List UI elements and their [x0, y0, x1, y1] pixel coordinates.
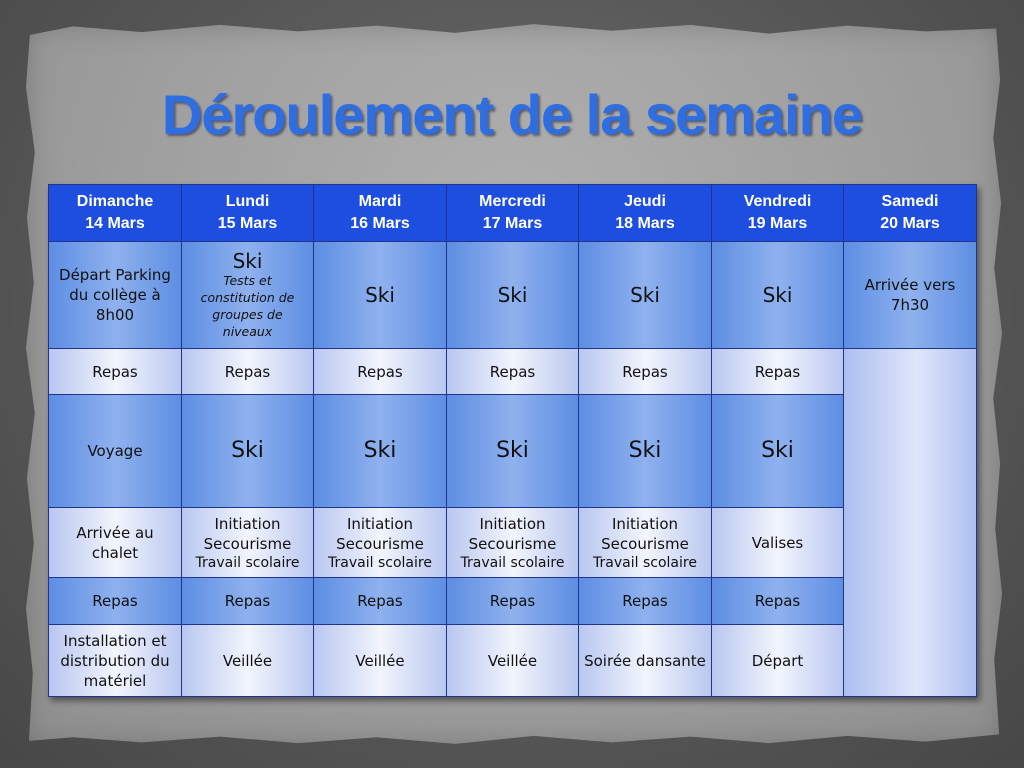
table-row: [49, 395, 977, 508]
schedule-table: [48, 184, 977, 697]
table-cell: Départ Parking du collège à 8h00: [49, 242, 182, 349]
table-cell: Ski: [712, 242, 844, 349]
activity-label: Secourisme: [203, 534, 292, 553]
table-cell: [182, 508, 314, 578]
table-cell: Voyage: [49, 395, 182, 508]
day-name: Mercredi: [479, 193, 546, 210]
activity-label: Initiation: [346, 514, 414, 533]
table-row: [49, 242, 977, 349]
day-date: 20 Mars: [880, 215, 940, 232]
table-cell: Ski: [182, 395, 314, 508]
table-row: [49, 578, 977, 625]
table-cell: Repas: [182, 349, 314, 395]
table-cell: Ski: [447, 242, 579, 349]
table-cell: Repas: [579, 349, 712, 395]
header-wednesday: [447, 185, 579, 242]
header-saturday: [844, 185, 977, 242]
activity-label: Secourisme: [336, 534, 424, 553]
page-title: Déroulement de la semaine: [161, 83, 863, 146]
table-cell: [314, 508, 447, 578]
day-date: 18 Mars: [615, 215, 675, 232]
table-cell: Repas: [314, 578, 447, 625]
table-cell: Repas: [712, 349, 844, 395]
saturday-empty-cell: [844, 349, 977, 697]
table-cell: Ski: [712, 395, 844, 508]
activity-label: Travail scolaire: [460, 554, 565, 571]
activity-note: Tests et constitution de groupes de niveaux: [200, 273, 295, 339]
table-cell: Veillée: [314, 625, 447, 697]
day-date: 19 Mars: [747, 215, 808, 232]
table-cell: [182, 242, 314, 349]
table-cell: Installation et distribution du matériel: [49, 625, 182, 697]
table-cell: Ski: [314, 395, 447, 508]
header-sunday: [49, 185, 182, 242]
header-tuesday: [314, 185, 447, 242]
activity-label: Travail scolaire: [328, 554, 432, 571]
table-cell: Repas: [447, 578, 579, 625]
table-cell: Ski: [447, 395, 579, 508]
table-cell: Repas: [49, 349, 182, 395]
table-cell: Soirée dansante: [579, 625, 712, 697]
table-cell: Repas: [712, 578, 844, 625]
activity-label: Secourisme: [601, 534, 689, 553]
table-cell: Repas: [447, 349, 579, 395]
activity-label: Initiation: [611, 514, 679, 533]
table-cell: Repas: [314, 349, 447, 395]
table-cell: Ski: [579, 395, 712, 508]
activity-label: Initiation: [214, 514, 281, 533]
table-cell: Repas: [579, 578, 712, 625]
activity-label: Initiation: [479, 514, 546, 533]
day-date: 16 Mars: [350, 215, 410, 232]
table-cell: Veillée: [447, 625, 579, 697]
day-name: Vendredi: [743, 193, 812, 210]
table-row: [49, 349, 977, 395]
table-cell: Ski: [314, 242, 447, 349]
day-name: Dimanche: [76, 193, 154, 210]
table-cell: [579, 508, 712, 578]
day-date: 17 Mars: [482, 215, 543, 232]
day-name: Mardi: [358, 193, 402, 210]
table-row: [49, 625, 977, 697]
activity-label: Secourisme: [468, 534, 557, 553]
table-cell: Arrivée vers 7h30: [844, 242, 977, 349]
header-thursday: [579, 185, 712, 242]
day-name: Jeudi: [624, 193, 666, 210]
table-cell: Repas: [49, 578, 182, 625]
activity-label: Ski: [232, 249, 263, 273]
day-name: Samedi: [881, 193, 939, 210]
table-cell: Valises: [712, 508, 844, 578]
table-cell: [447, 508, 579, 578]
table-cell: Arrivée au chalet: [49, 508, 182, 578]
day-date: 15 Mars: [217, 215, 278, 232]
activity-label: Travail scolaire: [593, 554, 697, 571]
table-cell: Ski: [579, 242, 712, 349]
header-friday: [712, 185, 844, 242]
table-cell: Départ: [712, 625, 844, 697]
table-cell: Repas: [182, 578, 314, 625]
activity-label: Travail scolaire: [195, 554, 300, 571]
day-name: Lundi: [225, 193, 270, 210]
table-cell: Veillée: [182, 625, 314, 697]
header-monday: [182, 185, 314, 242]
table-row: [49, 508, 977, 578]
day-date: 14 Mars: [85, 215, 145, 232]
header-row: [49, 185, 977, 242]
